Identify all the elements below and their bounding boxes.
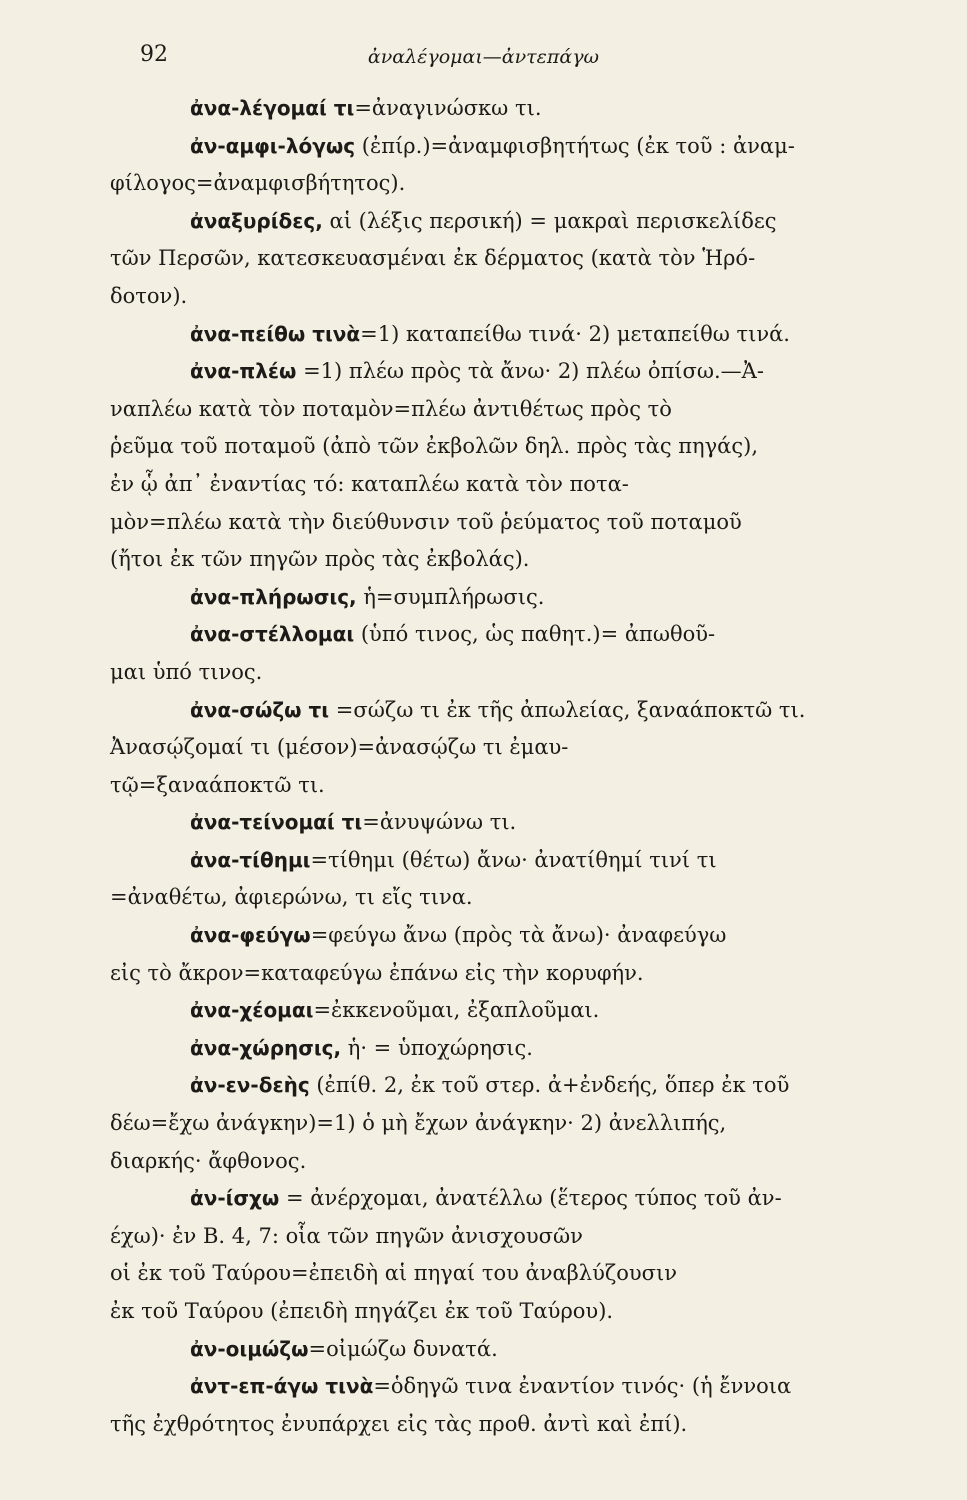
headword: ἀνα-χώρησις, [190, 1035, 342, 1060]
continuation-line [110, 391, 910, 429]
entry-line [110, 804, 910, 842]
continuation-line [110, 165, 910, 203]
entry-line [110, 203, 910, 241]
definition-text: =ἐκκενοῦμαι, ἐξαπλοῦμαι. [313, 998, 600, 1023]
dictionary-body [110, 90, 910, 1443]
continuation-line [110, 504, 910, 542]
headword: ἀνα-στέλλομαι [190, 622, 355, 647]
continuation-line [110, 1293, 910, 1331]
definition-text: (ἤτοι ἐκ τῶν πηγῶν πρὸς τὰς ἐκβολάς). [110, 547, 530, 572]
continuation-line [110, 955, 910, 993]
continuation-line [110, 541, 910, 579]
continuation-line [110, 1406, 910, 1444]
definition-text: =τίθημι (θέτω) ἄνω· ἀνατίθημί τινί τι [310, 847, 717, 872]
entry-line [110, 579, 910, 617]
page-number: 92 [140, 42, 168, 67]
definition-text: μὸν=πλέω κατὰ τὴν διεύθυνσιν τοῦ ῥεύματος τοῦ ποταμοῦ [110, 509, 742, 534]
definition-text: Ἀνασῴζομαί τι (μέσον)=ἀνασῴζω τι ἐμαυ- [110, 735, 569, 760]
page-header [0, 38, 967, 78]
headword: ἀνα-πείθω τινὰ [190, 321, 361, 346]
definition-text: =1) πλέω πρὸς τὰ ἄνω· 2) πλέω ὀπίσω.—Ἀ- [296, 359, 764, 384]
continuation-line [110, 240, 910, 278]
continuation-line [110, 1218, 910, 1256]
definition-text: έχω)· ἐν Β. 4, 7: οἷα τῶν πηγῶν ἀνισχουσῶν [110, 1223, 583, 1248]
definition-text: ἐν ᾧ ἀπ᾽ ἐναντίας τό: καταπλέω κατὰ τὸν ποτα- [110, 471, 629, 496]
entry-line [110, 616, 910, 654]
entry-line [110, 842, 910, 880]
entry-line [110, 1067, 910, 1105]
definition-text: ἡ· = ὑποχώρησις. [341, 1035, 533, 1060]
continuation-line [110, 1143, 910, 1181]
entry-line [110, 1331, 910, 1369]
headword: ἀνα-σώζω τι [190, 697, 330, 722]
continuation-line [110, 428, 910, 466]
continuation-line [110, 729, 910, 767]
definition-text: ῥεῦμα τοῦ ποταμοῦ (ἀπὸ τῶν ἐκβολῶν δηλ. πρὸς τὰς πηγάς), [110, 434, 758, 459]
definition-text: (ἐπίθ. 2, ἐκ τοῦ στερ. ἀ+ἐνδεής, ὅπερ ἐκ τοῦ [309, 1073, 790, 1098]
headword: ἀντ-επ-άγω τινὰ [190, 1374, 374, 1399]
continuation-line [110, 1105, 910, 1143]
continuation-line [110, 654, 910, 692]
definition-text: φίλογος=ἀναμφισβήτητος). [110, 171, 406, 196]
definition-text: =φεύγω ἄνω (πρὸς τὰ ἄνω)· ἀναφεύγω [310, 923, 727, 948]
headword: ἀν-ίσχω [190, 1186, 280, 1211]
definition-text: τῶν Περσῶν, κατεσκευασμέναι ἐκ δέρματος (κατὰ τὸν Ἡρό- [110, 246, 756, 271]
definition-text: οἱ ἐκ τοῦ Ταύρου=ἐπειδὴ αἱ πηγαί του ἀναβλύζουσιν [110, 1261, 677, 1286]
definition-text: =ἀναθέτω, ἀφιερώνω, τι εἴς τινα. [110, 885, 473, 910]
entry-line [110, 1030, 910, 1068]
entry-line [110, 1180, 910, 1218]
headword: ἀνα-φεύγω [190, 923, 311, 948]
definition-text: =ὁδηγῶ τινα ἐναντίον τινός· (ἡ ἔννοια [373, 1374, 792, 1399]
definition-text: =οἰμώζω δυνατά. [308, 1336, 498, 1361]
definition-text: μαι ὑπό τινος. [110, 659, 263, 684]
definition-text: =ἀναγινώσκω τι. [354, 96, 542, 120]
headword: ἀνα-χέομαι [190, 998, 314, 1023]
entry-line [110, 90, 910, 128]
running-title: ἀναλέγομαι—ἀντεπάγω [367, 46, 600, 68]
definition-text: δέω=ἔχω ἀνάγκην)=1) ὁ μὴ ἔχων ἀνάγκην· 2) ἀνελλιπής, [110, 1111, 727, 1136]
headword: ἀνα-λέγομαί τι [190, 96, 355, 120]
headword: ἀναξυρίδες, [190, 208, 323, 233]
headword: ἀνα-τίθημι [190, 847, 311, 872]
continuation-line [110, 278, 910, 316]
definition-text: = ἀνέρχομαι, ἀνατέλλω (ἕτερος τύπος τοῦ ἀν- [279, 1186, 782, 1211]
entry-line [110, 992, 910, 1030]
definition-text: εἰς τὸ ἄκρον=καταφεύγω ἐπάνω εἰς τὴν κορυφήν. [110, 960, 644, 985]
definition-text: τῆς ἐχθρότητος ἐνυπάρχει εἰς τὰς προθ. ἀντὶ καὶ ἐπί). [110, 1411, 688, 1436]
entry-line [110, 692, 910, 730]
headword: ἀνα-πλήρωσις, [190, 584, 357, 609]
entry-line [110, 128, 910, 166]
entry-line [110, 316, 910, 354]
entry-line [110, 353, 910, 391]
definition-text: =1) καταπείθω τινά· 2) μεταπείθω τινά. [360, 321, 790, 346]
headword: ἀν-οιμώζω [190, 1336, 309, 1361]
definition-text: τῷ=ξαναάποκτῶ τι. [110, 772, 325, 797]
headword: ἀνα-τείνομαί τι [190, 810, 363, 835]
headword: ἀν-εν-δεὴς [190, 1073, 310, 1098]
continuation-line [110, 1255, 910, 1293]
definition-text: ἡ=συμπλήρωσις. [356, 584, 545, 609]
continuation-line [110, 767, 910, 805]
continuation-line [110, 879, 910, 917]
entry-line [110, 1368, 910, 1406]
definition-text: (ὑπό τινος, ὡς παθητ.)= ἀπωθοῦ- [354, 622, 716, 647]
continuation-line [110, 466, 910, 504]
entry-line [110, 917, 910, 955]
headword: ἀνα-πλέω [190, 359, 297, 384]
definition-text: (ἐπίρ.)=ἀναμφισβητήτως (ἐκ τοῦ : ἀναμ- [355, 133, 795, 158]
definition-text: ναπλέω κατὰ τὸν ποταμὸν=πλέω ἀντιθέτως πρὸς τὸ [110, 396, 672, 421]
definition-text: δοτον). [110, 283, 188, 308]
definition-text: =σώζω τι ἐκ τῆς ἀπωλείας, ξαναάποκτῶ τι. [329, 697, 806, 722]
definition-text: αἱ (λέξις περσική) = μακραὶ περισκελίδες [322, 208, 777, 233]
definition-text: ἐκ τοῦ Ταύρου (ἐπειδὴ πηγάζει ἐκ τοῦ Ταύρου). [110, 1299, 614, 1323]
definition-text: =ἀνυψώνω τι. [362, 810, 517, 835]
headword: ἀν-αμφι-λόγως [190, 133, 356, 158]
definition-text: διαρκής· ἄφθονος. [110, 1148, 307, 1173]
